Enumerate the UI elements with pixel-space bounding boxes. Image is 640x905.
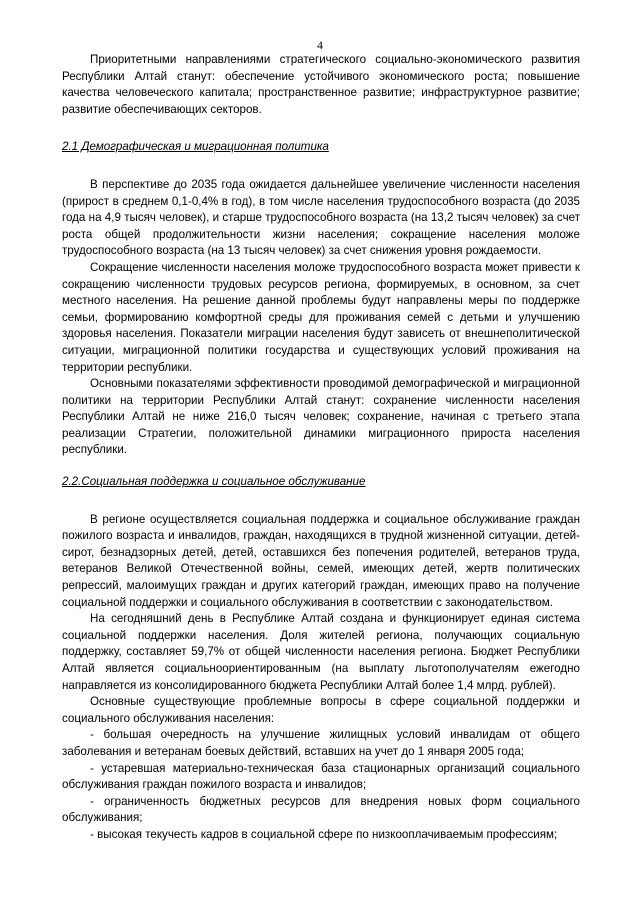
list-item: - высокая текучесть кадров в социальной сфере по низкооплачиваемым профессиям; [90, 827, 558, 841]
paragraph: Основные существующие проблемные вопросы в сфере социальной поддержки и социального обслуживания населения: [62, 695, 580, 725]
list-item: - большая очередность на улучшение жилищных условий инвалидам от общего заболевания и ветеранам боевых действий, вставших на учет до 1 января 2005 года; [62, 728, 580, 758]
section-heading-social-support: 2.2.Социальная поддержка и социальное обслуживание [62, 475, 366, 489]
list-item: - устаревшая материально-техническая база стационарных организаций социального обслуживания граждан пожилого возраста и инвалидов; [62, 761, 580, 792]
paragraph: Сокращение численности населения моложе трудоспособного возраста может привести к сокращению численности трудовых ресурсов региона, формируемых, в основном, за счет местного населения. На решение данной проблемы будут направлены меры по поддержке семьи, формированию комфортной среды для проживания семей с детьми и улучшению здоровья населения. Показатели миграции населения будут зависеть от внешнеполитической ситуации, миграционной политики государства и существующих условий проживания на территории республики. [62, 260, 580, 374]
list-item: - ограниченность бюджетных ресурсов для внедрения новых форм социального обслуживания; [62, 794, 580, 825]
paragraph: В регионе осуществляется социальная поддержка и социальное обслуживание граждан пожилого возраста и инвалидов, граждан, находящихся в трудной жизненной ситуации, детей-сирот, безнадзорных детей, детей, оставшихся без попечения родителей, ветеранов труда, ветеранов Великой Отечественной войны, семей, имеющих детей, жертв политических репрессий, малоимущих граждан и других категорий граждан, имеющих право на получение социальной поддержки и социального обслуживания в соответствии с законодательством. [62, 512, 580, 609]
paragraph: Основными показателями эффективности проводимой демографической и миграционной политики на территории Республики Алтай станут: сохранение численности населения Республики Алтай не ниже 216,0 тысяч человек; сохранение, начиная с третьего этапа реализации Стратегии, положительной динамики миграционного прироста населения республики. [62, 377, 580, 457]
page-number: 4 [317, 38, 323, 52]
intro-paragraph: Приоритетными направлениями стратегического социально-экономического развития Республики Алтай станут: обеспечение устойчивого экономического роста; повышение качества человеческого капитала; пространственное развитие; инфраструктурное развитие; развитие обеспечивающих секторов. [62, 53, 580, 116]
document-body [62, 52, 580, 844]
paragraph: В перспективе до 2035 года ожидается дальнейшее увеличение численности населения (прирост в среднем 0,1-0,4% в год), в том числе населения трудоспособного возраста (до 2035 года на 4,9 тысяч человек), и старше трудоспособного возраста (на 13,2 тысяч человек) за счет роста общей продолжительности жизни населения; сокращение населения моложе трудоспособного возраста (на 13 тысяч человек) за счет снижения уровня рождаемости. [62, 177, 580, 258]
section-heading-demography: 2.1 Демографическая и миграционная политика [62, 140, 329, 154]
paragraph: На сегодняшний день в Республике Алтай создана и функционирует единая система социальной поддержки населения. Доля жителей региона, получающих социальную поддержку, составляет 59,7% от общей численности населения региона. Бюджет Республики Алтай является социальноориентированным (на выплату льготополучателям ежегодно направляется из консолидированного бюджета Республики Алтай более 1,4 млрд. рублей). [62, 612, 580, 692]
